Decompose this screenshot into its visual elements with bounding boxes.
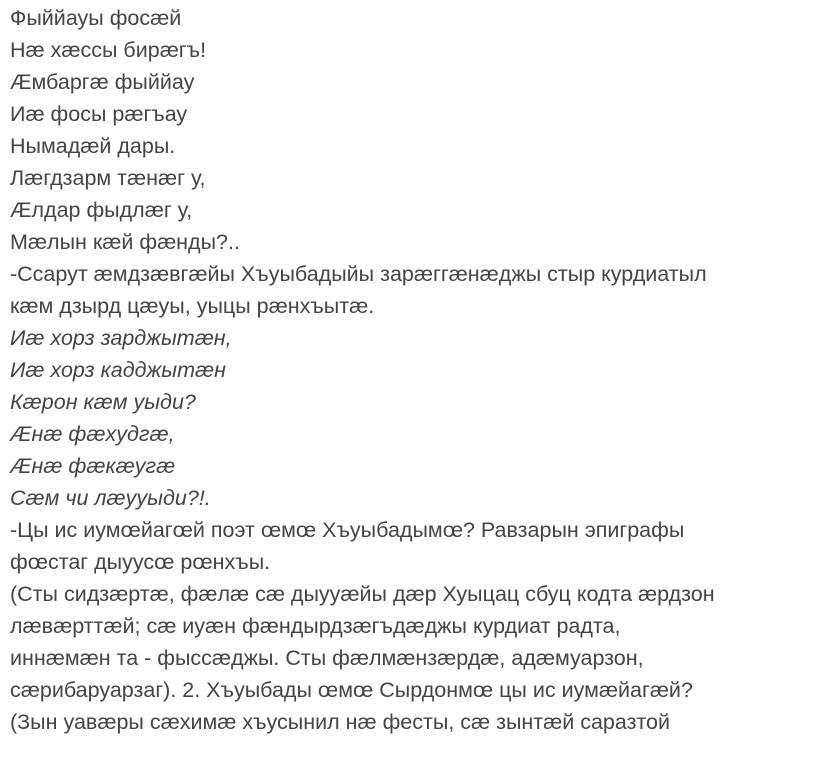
text-line: Æмбаргæ фыййау [10,70,195,94]
text-line: (Зын уавæры сæхимæ хъусынил нæ фесты, сæ зынтæй саразтой [10,710,671,734]
text-line: Æлдар фыдлæг у, [10,198,193,222]
poem-line: Иæ хорз зарджытæн, [10,326,232,350]
poem-line: Иæ хорз кадджытæн [10,358,226,382]
text-line: лæвæрттæй; сæ иуæн фæндырдзæгъдæджы курдиат радта, [10,614,621,638]
poem-line: Æнæ фæкæугæ [10,454,176,478]
text-line: Мæлын кæй фæнды?.. [10,230,240,254]
text-line: Нæ хæссы бирæгъ! [10,38,207,62]
text-line: -Ссарут æмдзæвгæйы Хъуыбадыйы зарæггæнæджы стыр курдиатыл [10,262,707,286]
text-line: сæрибаруарзаг). 2. Хъуыбады œмœ Сырдонмœ цы ис иумæйагæй? [10,678,693,702]
poem-line: Сæм чи лæууыди?!. [10,486,211,510]
text-line: иннæмæн та - фыссæджы. Сты фæлмæнзæрдæ, адæмуарзон, [10,646,644,670]
text-line: Фыййауы фосæй [10,6,182,30]
text-line: фœстаг дыуусœ рœнхъы. [10,550,271,574]
poem-line: Кæрон кæм уыди? [10,390,196,414]
text-line: кæм дзырд цæуы, уыцы рæнхъытæ. [10,294,375,318]
text-line: -Цы ис иумœйагœй поэт œмœ Хъуыбадымœ? Равзарын эпиграфы [10,518,685,542]
text-line: Иæ фосы рæгъау [10,102,188,126]
text-line: (Сты сидзæртæ, фæлæ сæ дыууæйы дæр Хуыцац сбуц кодта æрдзон [10,582,715,606]
text-line: Лæгдзарм тæнæг у, [10,166,206,190]
text-line: Нымадæй дары. [10,134,176,158]
poem-line: Æнæ фæхудгæ, [10,422,175,446]
document-body [10,2,810,738]
